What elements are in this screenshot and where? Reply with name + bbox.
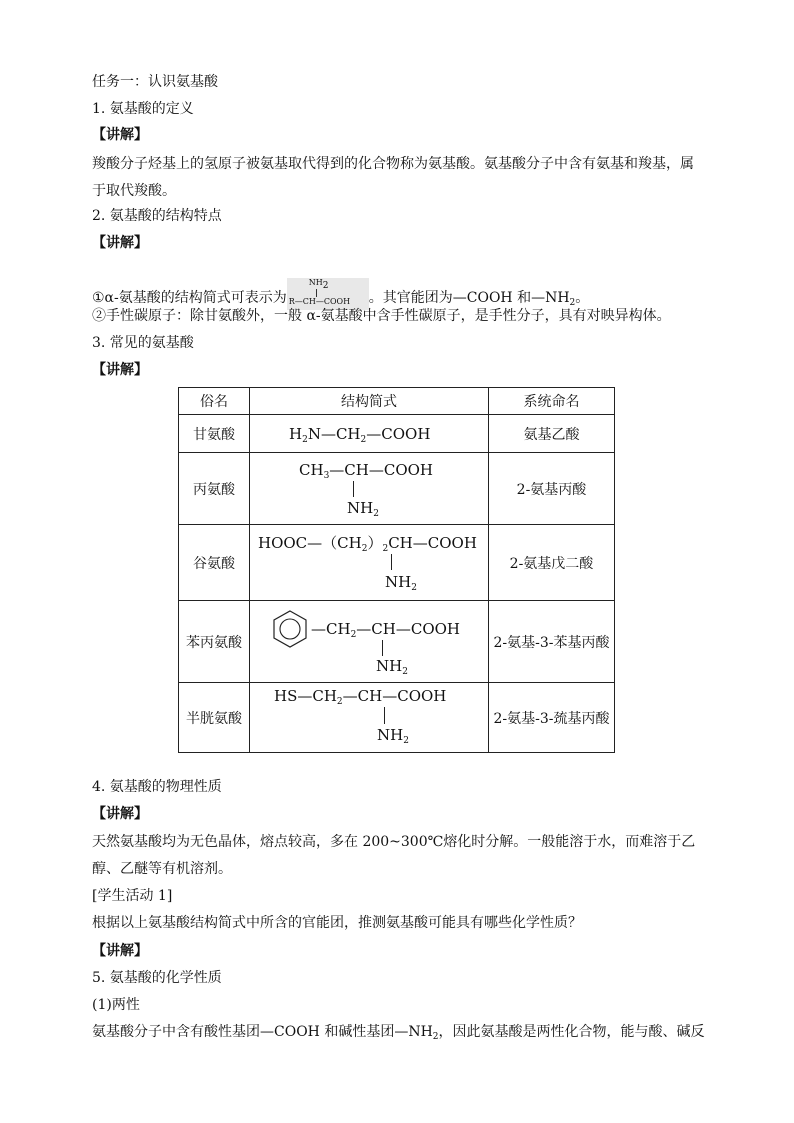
- section-4-body: 天然氨基酸均为无色晶体，熔点较高，多在 200~300℃熔化时分解。一般能溶于水，而难溶于乙醇、乙醚等有机溶剂。: [92, 834, 696, 877]
- glutamic-acid-formula: $HOOC—(CH_2)_2CH—COOH$ $NH_2$: [258, 533, 477, 593]
- cell-common-name: 谷氨酸: [179, 525, 250, 601]
- cell-structure: [250, 453, 489, 525]
- section-2-explain-label: 【讲解】: [92, 235, 148, 251]
- section-4-title: 4. 氨基酸的物理性质: [92, 779, 222, 795]
- bond-line: [353, 481, 354, 497]
- cell-system-name: 2-氨基丙酸: [489, 453, 615, 525]
- table-row: [179, 415, 615, 453]
- bond-line: [382, 640, 383, 656]
- section-1-title: 1. 氨基酸的定义: [92, 101, 194, 117]
- table-row: [179, 453, 615, 525]
- student-activity-question: 根据以上氨基酸结构简式中所含的官能团，推测氨基酸可能具有哪些化学性质？: [92, 915, 582, 931]
- cell-common-name: 苯丙氨酸: [179, 601, 250, 683]
- bond-line: [391, 554, 392, 570]
- cell-common-name: 丙氨酸: [179, 453, 250, 525]
- section-1-body: 羧酸分子烃基上的氢原子被氨基取代得到的化合物称为氨基酸。氨基酸分子中含有氨基和羧基，属于取代羧酸。: [92, 156, 694, 199]
- section-4-explain-label: 【讲解】: [92, 806, 148, 822]
- header-structure: 结构简式: [250, 388, 489, 415]
- section-2-p1-after: 。其官能团为—COOH 和—NH: [368, 290, 570, 306]
- section-1-explain-label: 【讲解】: [92, 127, 148, 143]
- cell-structure: [250, 601, 489, 683]
- section-5-body: 氨基酸分子中含有酸性基团—COOH 和碱性基团$—NH_2$，因此氨基酸是两性化合物，能与酸、碱反: [92, 1024, 705, 1042]
- section-5-subtitle: (1)两性: [92, 997, 140, 1013]
- header-system-name: 系统命名: [489, 388, 615, 415]
- cell-common-name: 甘氨酸: [179, 415, 250, 453]
- benzene-ring-icon: [269, 609, 311, 649]
- bond-line: [384, 707, 385, 724]
- table-row: [179, 525, 615, 601]
- phenylalanine-formula: $—CH_2—CH—COOH$ $NH_2$: [269, 609, 469, 675]
- cell-system-name: 2-氨基戊二酸: [489, 525, 615, 601]
- structure-bond: [316, 289, 317, 297]
- task-title: 任务一：认识氨基酸: [92, 74, 218, 90]
- glycine-formula: $H_2N—CH_2—COOH$: [289, 424, 431, 445]
- cell-structure: [250, 525, 489, 601]
- section-3-title: 3. 常见的氨基酸: [92, 335, 194, 351]
- section-5-title: 5. 氨基酸的化学性质: [92, 970, 222, 986]
- table-row: [179, 601, 615, 683]
- amino-acid-table: [178, 387, 615, 753]
- section-2-paragraph-2: ②手性碳原子：除甘氨酸外，一般 α-氨基酸中含手性碳原子，是手性分子，具有对映异构体。: [92, 308, 671, 324]
- section-5-explain-label: 【讲解】: [92, 943, 148, 959]
- section-2-title: 2. 氨基酸的结构特点: [92, 208, 222, 224]
- student-activity-label: [学生活动 1]: [92, 888, 173, 904]
- cell-common-name: 半胱氨酸: [179, 683, 250, 753]
- header-common-name: 俗名: [179, 388, 250, 415]
- cell-structure: [250, 415, 489, 453]
- table-row: [179, 683, 615, 753]
- section-3-explain-label: 【讲解】: [92, 362, 148, 378]
- cell-system-name: 2-氨基-3-苯基丙酸: [489, 601, 615, 683]
- cysteine-formula: $HS—CH_2—CH—COOH$ $NH_2$: [274, 686, 447, 746]
- cell-system-name: 2-氨基-3-巯基丙酸: [489, 683, 615, 753]
- section-2-p1-end: 。: [575, 290, 590, 306]
- cell-system-name: 氨基乙酸: [489, 415, 615, 453]
- section-2-p1-before: ①α-氨基酸的结构简式可表示为: [92, 290, 287, 306]
- structure-chain: R—CH—COOH: [288, 297, 351, 306]
- structure-nh2: $NH_2$: [308, 278, 329, 291]
- table-header-row: [179, 388, 615, 415]
- section-2-p1-sub: 2: [569, 298, 576, 308]
- alanine-formula: $CH_3—CH—COOH$ $NH_2$: [299, 460, 434, 519]
- cell-structure: [250, 683, 489, 753]
